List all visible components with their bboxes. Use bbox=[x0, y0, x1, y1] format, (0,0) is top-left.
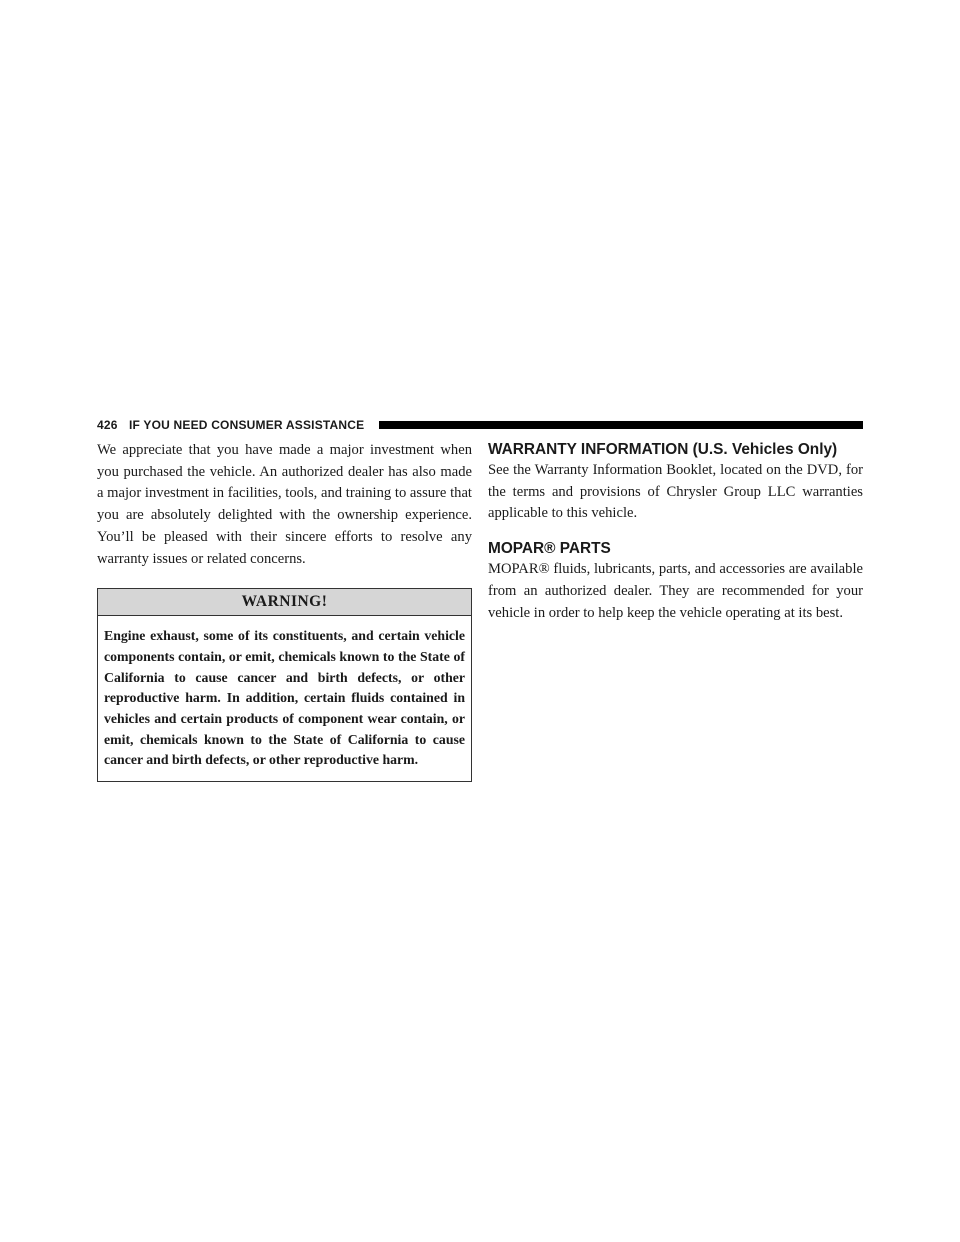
page-header bbox=[97, 418, 863, 432]
intro-paragraph: We appreciate that you have made a major investment when you purchased the vehicle. An authorized dealer has also made a major investment in facilities, tools, and training to assure that you are absolutely delighted with the ownership experience. You’ll be pleased with their sincere efforts to resolve any warranty issues or related concerns. bbox=[97, 442, 472, 567]
section-title: IF YOU NEED CONSUMER ASSISTANCE bbox=[129, 418, 365, 432]
mopar-paragraph: MOPAR® fluids, lubricants, parts, and accessories are available from an authorized dealer. They are recommended for your vehicle in order to help keep the vehicle operating at its best. bbox=[488, 561, 863, 621]
left-column bbox=[97, 440, 472, 782]
warranty-heading: WARRANTY INFORMATION (U.S. Vehicles Only) bbox=[488, 441, 838, 458]
warning-box bbox=[97, 588, 472, 782]
warning-text: Engine exhaust, some of its constituents, and certain vehicle components contain, or emit, chemicals known to the State of California to cause cancer and birth defects, or other reproductive harm. In addition, certain fluids contained in vehicles and certain products of component wear contain, or emit, chemicals known to the State of California to cause cancer and birth defects, or other reproductive harm. bbox=[104, 628, 465, 768]
warranty-paragraph: See the Warranty Information Booklet, located on the DVD, for the terms and provisions of Chrysler Group LLC warranties applicable to this vehicle. bbox=[488, 462, 863, 522]
page-number: 426 bbox=[97, 418, 118, 432]
header-rule bbox=[379, 421, 863, 429]
mopar-heading: MOPAR® PARTS bbox=[488, 540, 611, 558]
warning-title: WARNING! bbox=[98, 589, 471, 616]
right-column bbox=[488, 440, 863, 624]
